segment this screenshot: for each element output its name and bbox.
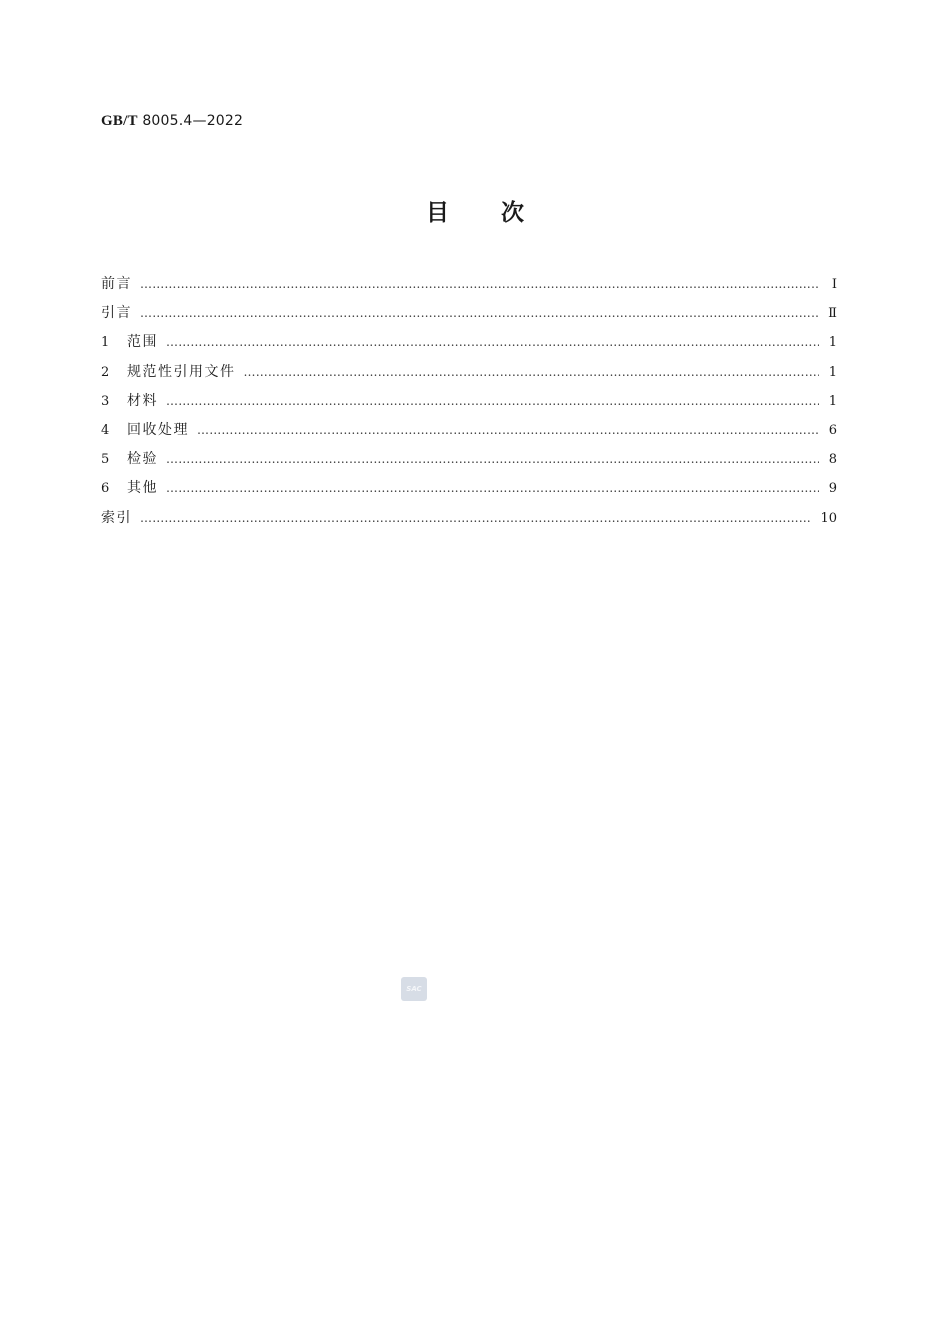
toc-leader [197,416,819,445]
toc-entry-label-wrap [101,445,158,474]
toc-entry-inspection[interactable] [101,445,837,474]
toc-entry-label: 引言 [101,305,132,322]
toc-title-char-2: 次 [501,200,524,226]
toc-entry-label-wrap [101,416,189,445]
toc-entry-label-wrap [101,358,236,387]
toc-entry-normative-references[interactable] [101,358,837,387]
toc-entry-label: 规范性引用文件 [127,363,236,380]
watermark-text: SAC [406,985,422,993]
toc-title-char-1: 目 [426,200,449,226]
toc-list [101,270,837,533]
toc-entry-introduction[interactable] [101,299,837,328]
toc-entry-label-wrap [101,474,158,503]
standard-number: 8005.4—2022 [142,113,244,129]
toc-leader [166,328,819,357]
toc-entry-page: 1 [828,364,837,380]
toc-entry-page: 9 [828,481,837,497]
toc-entry-page: 6 [828,422,837,438]
toc-leader [244,358,820,387]
toc-entry-other[interactable] [101,474,837,503]
toc-entry-number: 1 [101,335,110,351]
toc-leader [166,445,819,474]
toc-entry-number: 4 [101,422,110,438]
toc-entry-label: 其他 [127,480,158,497]
toc-entry-label-wrap [101,387,158,416]
toc-entry-materials[interactable] [101,387,837,416]
toc-entry-label-wrap [101,328,158,357]
toc-entry-recycling[interactable] [101,416,837,445]
toc-entry-label: 材料 [127,392,158,409]
toc-entry-label: 回收处理 [127,421,189,438]
toc-leader [140,504,812,533]
toc-entry-number: 5 [101,452,110,468]
toc-entry-number: 3 [101,393,110,409]
toc-leader [140,299,819,328]
toc-entry-label: 索引 [101,509,132,526]
toc-leader [140,270,819,299]
standard-prefix: GB/T [101,113,138,129]
toc-entry-scope[interactable] [101,328,837,357]
toc-entry-page: 8 [828,452,837,468]
toc-entry-label: 范围 [127,334,158,351]
toc-leader [166,387,819,416]
toc-entry-page: 10 [820,510,837,526]
standard-code [101,113,243,130]
toc-entry-page: Ⅰ [831,277,837,292]
toc-entry-number: 2 [101,364,110,380]
toc-entry-page: 1 [828,335,837,351]
sac-watermark-logo [401,977,427,1001]
toc-title [0,194,950,227]
toc-entry-label: 前言 [101,276,132,292]
toc-entry-number: 6 [101,481,110,497]
toc-leader [166,474,819,503]
toc-entry-label: 检验 [127,451,158,468]
toc-entry-index[interactable] [101,504,837,533]
toc-entry-page: Ⅱ [828,306,837,322]
toc-entry-page: 1 [828,393,837,409]
toc-entry-foreword[interactable] [101,270,837,299]
